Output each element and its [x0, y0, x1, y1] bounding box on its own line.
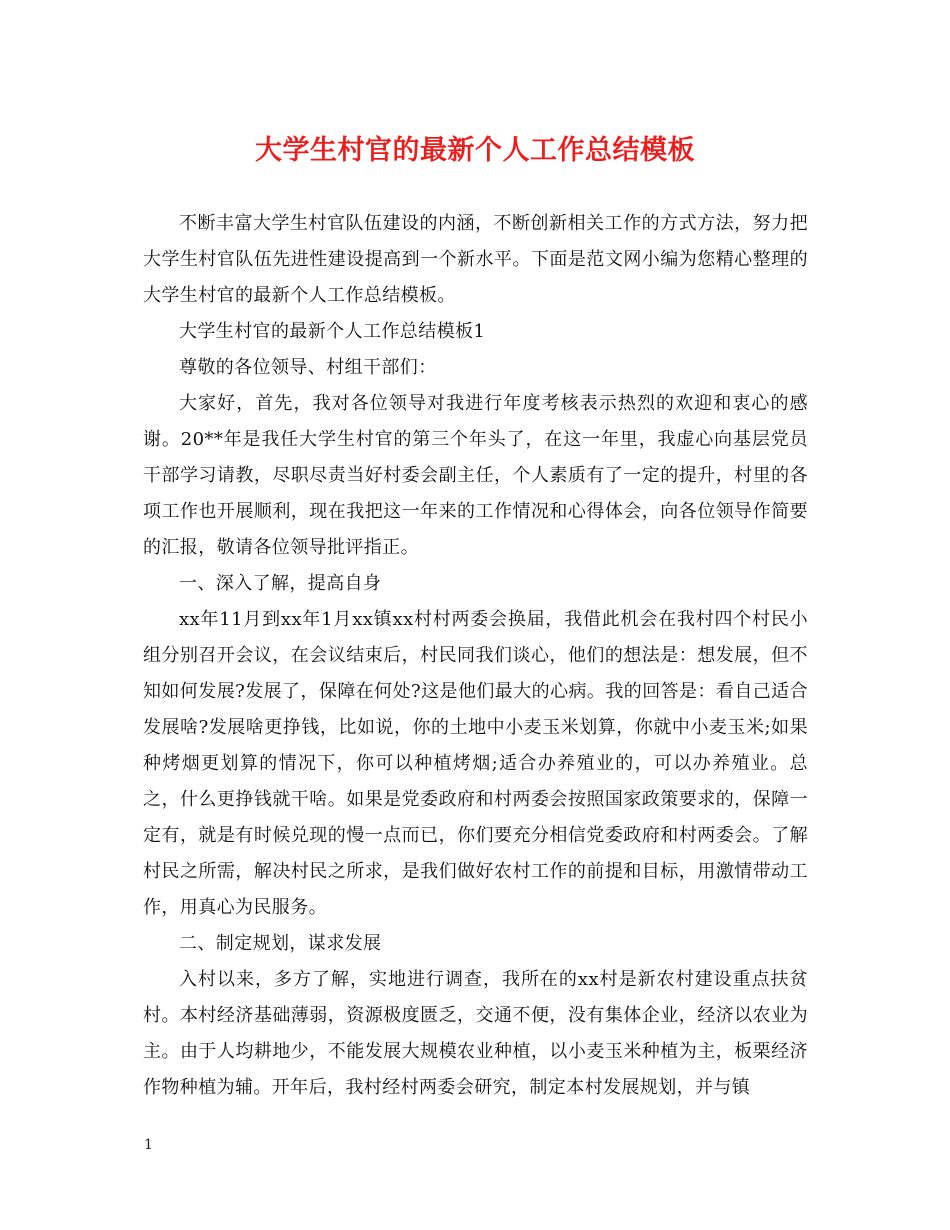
document-title: 大学生村官的最新个人工作总结模板 [255, 135, 695, 166]
section-2-paragraph: 入村以来，多方了解，实地进行调查，我所在的xx村是新农村建设重点扶贫村。本村经济基础薄弱，资源极度匮乏，交通不便，没有集体企业，经济以农业为主。由于人均耕地少，不能发展大规模农业种植，以小麦玉米种植为主，板栗经济作物种植为辅。开年后，我村经村两委会研究，制定本村发展规划，并与镇 [143, 969, 808, 1098]
document-body [143, 206, 808, 1106]
salutation: 尊敬的各位领导、村组干部们： [179, 357, 437, 378]
template-heading: 大学生村官的最新个人工作总结模板1 [179, 321, 486, 342]
page-number: 1 [144, 1137, 153, 1153]
section-1-paragraph: xx年11月到xx年1月xx镇xx村村两委会换届，我借此机会在我村四个村民小组分别召开会议，在会议结束后，村民同我们谈心，他们的想法是：想发展，但不知如何发展?发展了，保障在何处?这是他们最大的心病。我的回答是：看自己适合发展啥?发展啥更挣钱，比如说，你的土地中小麦玉米划算，你就中小麦玉米;如果种烤烟更划算的情况下，你可以种植烤烟;适合办养殖业的，可以办养殖业。总之，什么更挣钱就干啥。如果是党委政府和村两委会按照国家政策要求的，保障一定有，就是有时候兑现的慢一点而已，你们要充分相信党委政府和村两委会。了解村民之所需，解决村民之所求，是我们做好农村工作的前提和目标，用激情带动工作，用真心为民服务。 [143, 609, 808, 918]
opening-paragraph: 大家好，首先，我对各位领导对我进行年度考核表示热烈的欢迎和衷心的感谢。20**年是我任大学生村官的第三个年头了，在这一年里，我虚心向基层党员干部学习请教，尽职尽责当好村委会副主任，个人素质有了一定的提升，村里的各项工作也开展顺利，现在我把这一年来的工作情况和心得体会，向各位领导作简要的汇报，敬请各位领导批评指正。 [143, 393, 808, 558]
intro-paragraph: 不断丰富大学生村官队伍建设的内涵，不断创新相关工作的方式方法，努力把大学生村官队伍先进性建设提高到一个新水平。下面是范文网小编为您精心整理的大学生村官的最新个人工作总结模板。 [143, 213, 808, 306]
section-heading-1: 一、深入了解，提高自身 [179, 573, 382, 594]
section-heading-2: 二、制定规划，谋求发展 [179, 933, 382, 954]
